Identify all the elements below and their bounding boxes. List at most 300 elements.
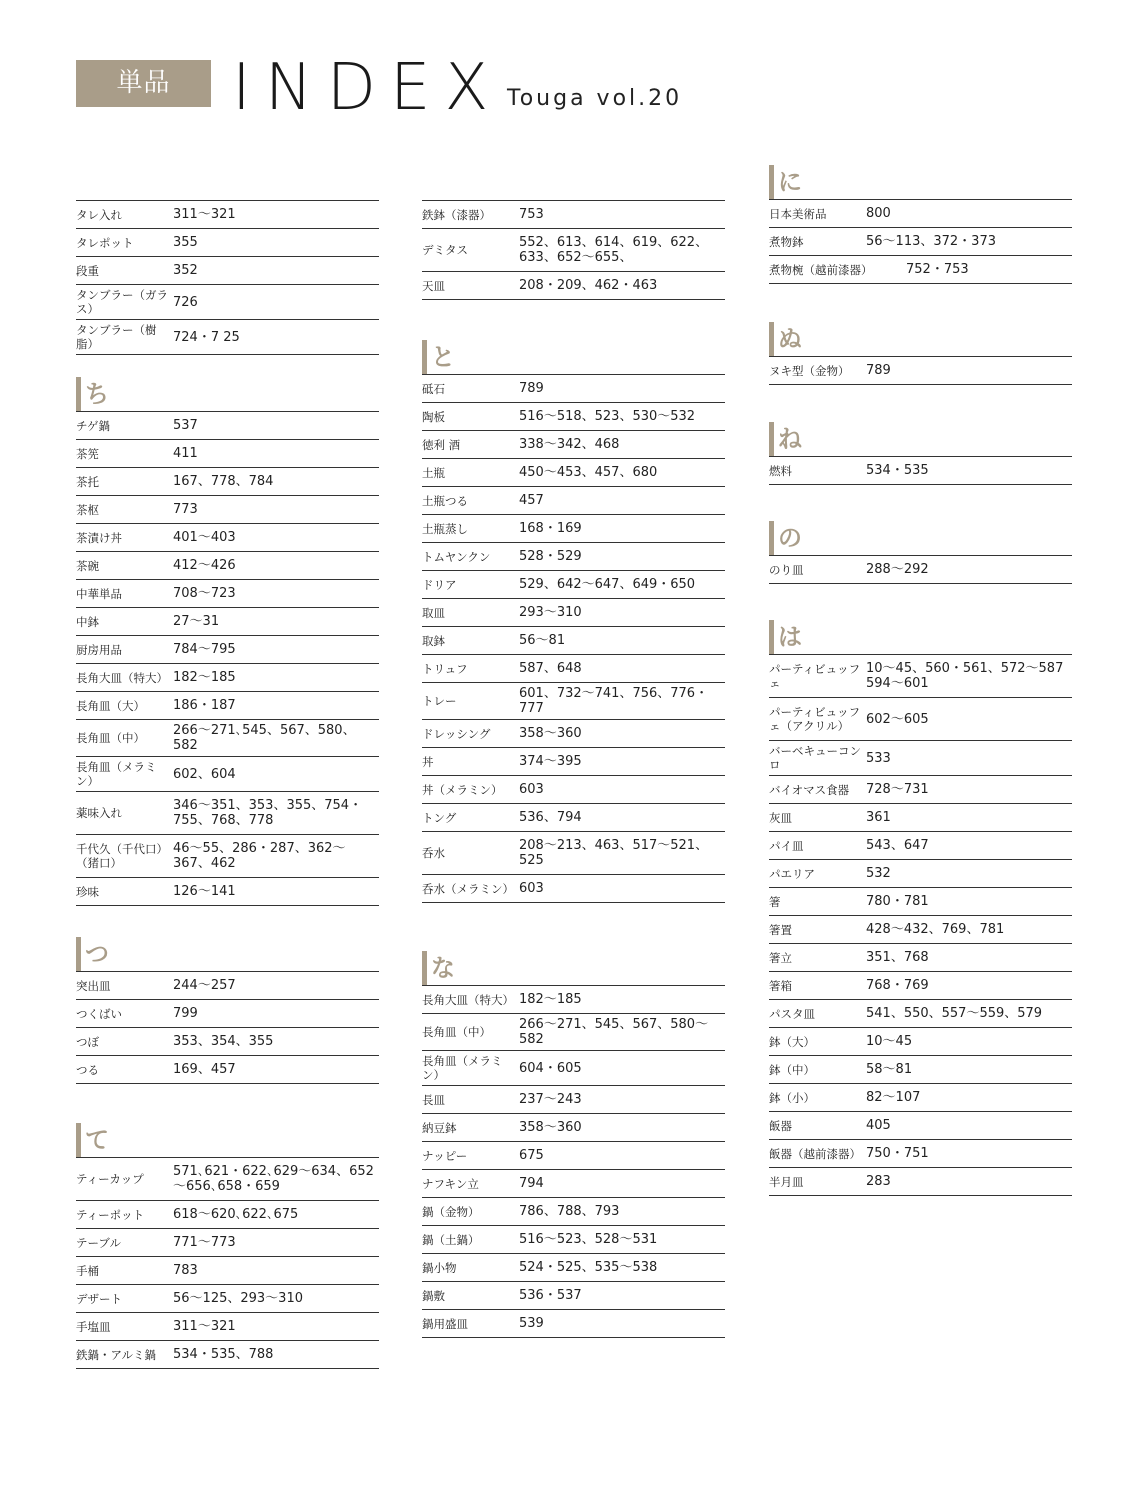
item-name: 長皿 [422,1092,445,1107]
kana-heading: の [769,521,1072,555]
kana-heading: な [422,951,725,985]
page-numbers: 752・753 [906,262,969,277]
page-numbers: 126～141 [173,884,236,899]
table-row [76,229,379,257]
table-row [422,720,725,748]
page-numbers: 266～271､545、567、580、582 [173,723,356,753]
page-numbers: 784～795 [173,642,236,657]
table-row [422,1226,725,1254]
item-name: パスタ皿 [769,1006,815,1021]
item-name: 箸箱 [769,978,792,993]
item-name: 半月皿 [769,1174,804,1189]
table-row [422,201,725,229]
table-row [769,357,1072,385]
page-numbers: 800 [866,206,891,221]
table-row [422,431,725,459]
table-row [422,683,725,720]
item-name: 煮物椀（越前漆器） [769,262,873,277]
item-name: パエリア [769,866,815,881]
item-name: パイ皿 [769,838,804,853]
page-numbers: 56～125、293～310 [173,1291,303,1306]
item-name: つぼ [76,1034,99,1049]
index-table [769,456,1072,485]
table-row [769,457,1072,485]
page-numbers: 27～31 [173,614,220,629]
item-name: ナッピー [422,1148,468,1163]
table-row [422,1086,725,1114]
page-numbers: 237～243 [519,1092,582,1107]
page-subtitle: Touga vol.20 [507,86,683,111]
item-name: 鍋用盛皿 [422,1316,468,1331]
table-row [76,1229,379,1257]
item-name: トレー [422,694,457,708]
item-name: 鉄鉢（漆器） [422,207,491,222]
table-row [769,655,1072,698]
table-row [76,320,379,355]
page-numbers: 56～113、372・373 [866,234,996,249]
table-row [769,1112,1072,1140]
page-numbers: 783 [173,1263,198,1278]
table-row [422,875,725,903]
page-numbers: 571､621・622､629～634、652～656､658・659 [173,1164,374,1194]
table-row [769,698,1072,741]
table-row [422,986,725,1014]
page-numbers: 534・535 [866,463,929,478]
item-name: 取皿 [422,605,445,620]
table-row [76,580,379,608]
table-row [76,878,379,906]
table-row [422,1114,725,1142]
table-row [76,692,379,720]
page-numbers: 786、788、793 [519,1204,620,1219]
item-name: 長角皿（メラミン） [76,760,157,788]
page-numbers: 602、604 [173,766,236,782]
item-name: 呑水（メラミン） [422,881,514,896]
page-numbers: 208～213、463、517～521、525 [519,838,709,868]
item-name: 鉄鍋・アルミ鍋 [76,1347,157,1362]
item-name: ティーカップ [76,1172,144,1186]
item-name: ティーポット [76,1207,145,1222]
table-row [76,757,379,792]
page-numbers: 311～321 [173,207,236,222]
table-row [422,1051,725,1086]
index-section [769,165,1072,284]
item-name: 鍋小物 [422,1260,457,1275]
page-numbers: 168・169 [519,521,582,536]
item-name: タンブラー（樹脂） [76,323,157,351]
page-numbers: 182～185 [173,670,236,685]
page-numbers: 601、732～741、756、776・777 [519,686,709,716]
item-name: チゲ鍋 [76,418,111,433]
page-numbers: 536・537 [519,1288,582,1303]
item-name: つる [76,1062,99,1077]
index-table [76,1157,379,1369]
page-numbers: 768・769 [866,978,929,993]
table-row [769,1056,1072,1084]
table-row [769,200,1072,228]
page-numbers: 338～342、468 [519,437,620,452]
table-row [76,1313,379,1341]
table-row [422,599,725,627]
item-name: 鉢（中） [769,1062,815,1077]
page-numbers: 10～45、560・561、572～587 594～601 [866,661,1064,691]
table-row [76,1257,379,1285]
table-row [76,1000,379,1028]
page-numbers: 266～271、545、567、580～582 [519,1017,709,1047]
table-row [76,201,379,229]
table-row [769,776,1072,804]
item-name: 土瓶蒸し [422,521,468,536]
table-row [769,1140,1072,1168]
item-name: 茶筅 [76,446,99,461]
table-row [422,403,725,431]
page-numbers: 10～45 [866,1034,913,1049]
table-row [76,412,379,440]
page-numbers: 411 [173,446,198,461]
item-name: ドレッシング [422,726,491,741]
page-numbers: 541、550、557～559、579 [866,1006,1043,1021]
page-numbers: 405 [866,1118,891,1133]
table-row [422,229,725,272]
item-name: 中華単品 [76,586,122,601]
kana-heading: ち [76,377,379,411]
table-row [76,1158,379,1201]
kana-heading: ぬ [769,322,1072,356]
item-name: バイオマス食器 [769,782,850,797]
item-name: 丼 [422,754,434,769]
page-numbers: 724・7 25 [173,329,240,345]
index-section [769,422,1072,485]
page-numbers: 401～403 [173,530,236,545]
page-numbers: 516～523、528～531 [519,1232,658,1247]
table-row [76,1056,379,1084]
kana-heading: て [76,1123,379,1157]
table-row [76,496,379,524]
page-numbers: 773 [173,502,198,517]
page-numbers: 708～723 [173,586,236,601]
page-numbers: 346～351、353、355、754・755、768、778 [173,798,363,828]
page-numbers: 529、642～647、649・650 [519,577,696,592]
page-numbers: 361 [866,810,891,825]
item-name: ヌキ型（金物） [769,363,850,378]
page-numbers: 450～453、457、680 [519,465,658,480]
table-row [422,272,725,300]
item-name: 長角皿（中） [422,1025,491,1039]
table-row [76,285,379,320]
table-row [769,860,1072,888]
page-numbers: 311～321 [173,1319,236,1334]
item-name: 厨房用品 [76,642,122,657]
item-name: 茶托 [76,474,99,489]
page-numbers: 602～605 [866,711,929,727]
table-row [422,1198,725,1226]
table-row [422,832,725,875]
item-name: 燃料 [769,463,792,478]
page-numbers: 726 [173,294,198,310]
table-row [769,804,1072,832]
page-numbers: 167、778、784 [173,474,274,489]
table-row [422,627,725,655]
item-name: 陶板 [422,409,445,424]
page-numbers: 799 [173,1006,198,1021]
page-numbers: 539 [519,1316,544,1331]
item-name: 手塩皿 [76,1319,111,1334]
page-numbers: 532 [866,866,891,881]
item-name: 中鉢 [76,614,99,629]
item-name: トリュフ [422,661,468,676]
item-name: テーブル [76,1235,121,1250]
page-numbers: 82～107 [866,1090,921,1105]
page-numbers: 780・781 [866,894,929,909]
item-name: パーティビュッフェ [769,662,861,690]
item-name: 長角大皿（特大） [76,670,168,685]
table-row [422,655,725,683]
table-row [422,1170,725,1198]
page-numbers: 358～360 [519,726,582,741]
index-section [76,200,379,355]
table-row [769,944,1072,972]
item-name: タンブラー（ガラス） [76,288,168,316]
table-row [422,459,725,487]
page-numbers: 604・605 [519,1060,582,1076]
index-table [76,971,379,1084]
page-numbers: 537 [173,418,198,433]
page-numbers: 543、647 [866,838,929,853]
page-numbers: 351、768 [866,950,929,965]
item-name: トムヤンクン [422,549,491,564]
item-name: 納豆鉢 [422,1120,457,1135]
page-numbers: 374～395 [519,754,582,769]
item-name: デザート [76,1291,122,1306]
table-row [422,1142,725,1170]
table-row [76,608,379,636]
item-name: 突出皿 [76,978,111,993]
page-numbers: 528・529 [519,549,582,564]
item-name: 土瓶つる [422,493,468,508]
page-numbers: 552、613、614、619、622、633、652～655、 [519,235,709,265]
item-name: 箸置 [769,922,792,937]
index-section [76,937,379,1084]
table-row [769,916,1072,944]
index-table [422,374,725,903]
index-section [76,1123,379,1369]
item-name: 取鉢 [422,633,445,648]
table-row [769,1028,1072,1056]
table-row [76,972,379,1000]
table-row [422,1282,725,1310]
page-numbers: 457 [519,493,544,508]
table-row [76,664,379,692]
table-row [422,543,725,571]
item-name: 珍味 [76,884,99,899]
item-name: 飯器 [769,1118,792,1133]
category-badge: 単品 [76,60,211,107]
item-name: 鉢（小） [769,1090,815,1105]
page-numbers: 283 [866,1174,891,1189]
item-name: 長角皿（大） [76,698,145,713]
index-table [422,200,725,300]
index-section [769,322,1072,385]
table-row [422,571,725,599]
table-row [769,832,1072,860]
table-row [422,1310,725,1338]
item-name: 茶枢 [76,502,99,517]
index-table [769,356,1072,385]
index-section [422,200,725,300]
page-numbers: 587、648 [519,661,582,676]
index-table [769,199,1072,284]
table-row [769,888,1072,916]
table-row [76,835,379,878]
item-name: 丼（メラミン） [422,782,503,797]
index-section [769,620,1072,1196]
page-title: INDEX [232,51,503,125]
table-row [422,1014,725,1051]
table-row [422,487,725,515]
page-numbers: 412～426 [173,558,236,573]
item-name: 長角皿（中） [76,731,145,745]
table-row [422,776,725,804]
table-row [76,440,379,468]
table-row [769,1000,1072,1028]
item-name: 薬味入れ [76,806,122,820]
table-row [769,256,1072,284]
item-name: タレポット [76,235,134,250]
item-name: 鍋（土鍋） [422,1232,480,1247]
table-row [422,515,725,543]
table-row [76,1341,379,1369]
table-row [76,468,379,496]
page-numbers: 794 [519,1176,544,1191]
kana-heading: に [769,165,1072,199]
table-row [769,556,1072,584]
table-row [76,636,379,664]
index-table [76,411,379,906]
item-name: 飯器（越前漆器） [769,1146,861,1161]
kana-heading: と [422,340,725,374]
index-table [769,555,1072,584]
page-numbers: 533 [866,750,891,766]
page-numbers: 186・187 [173,698,236,713]
page-numbers: 352 [173,263,198,278]
kana-heading: は [769,620,1072,654]
table-row [76,552,379,580]
item-name: 箸 [769,894,781,909]
page-numbers: 516～518、523、530～532 [519,409,696,424]
index-table [76,200,379,355]
item-name: ナフキン立 [422,1176,479,1191]
page-numbers: 753 [519,207,544,222]
item-name: 手桶 [76,1263,99,1278]
page-numbers: 244～257 [173,978,236,993]
index-section [422,951,725,1338]
item-name: 煮物鉢 [769,234,804,249]
page-numbers: 618～620､622､675 [173,1207,299,1222]
item-name: 日本美術品 [769,206,827,221]
page-numbers: 675 [519,1148,544,1163]
table-row [422,748,725,776]
page-numbers: 182～185 [519,992,582,1007]
item-name: 千代久（千代口）（猪口） [76,842,168,870]
item-name: 長角皿（メラミン） [422,1054,503,1082]
page-numbers: 728～731 [866,782,929,797]
item-name: 徳利 酒 [422,437,461,452]
kana-heading: つ [76,937,379,971]
item-name: 土瓶 [422,465,445,480]
table-row [422,375,725,403]
index-table [769,654,1072,1196]
item-name: 段重 [76,263,99,278]
item-name: デミタス [422,243,468,257]
page-numbers: 789 [866,363,891,378]
item-name: 鉢（大） [769,1034,815,1049]
table-row [76,524,379,552]
item-name: 呑水 [422,846,445,860]
page-numbers: 603 [519,881,544,896]
table-row [76,720,379,757]
page-numbers: 353、354、355 [173,1034,274,1049]
page-numbers: 524・525、535～538 [519,1260,658,1275]
page-numbers: 56～81 [519,633,566,648]
page-numbers: 603 [519,782,544,797]
table-row [422,804,725,832]
item-name: バーベキューコンロ [769,744,861,772]
page-numbers: 288～292 [866,562,929,577]
table-row [769,972,1072,1000]
item-name: 鍋敷 [422,1288,445,1303]
item-name: 長角大皿（特大） [422,992,514,1007]
table-row [76,1201,379,1229]
page-numbers: 293～310 [519,605,582,620]
table-row [769,1084,1072,1112]
page-numbers: 789 [519,381,544,396]
item-name: トング [422,810,457,825]
index-section [76,377,379,906]
page-numbers: 208・209、462・463 [519,278,658,293]
table-row [76,257,379,285]
page-numbers: 534・535、788 [173,1347,274,1362]
page-numbers: 750・751 [866,1146,929,1161]
item-name: ドリア [422,577,457,592]
item-name: パーティビュッフェ（アクリル） [769,705,861,733]
table-row [76,1028,379,1056]
table-row [76,1285,379,1313]
table-row [76,792,379,835]
item-name: 茶漬け丼 [76,530,122,545]
index-section [422,340,725,903]
page-numbers: 428～432、769、781 [866,922,1005,937]
item-name: 箸立 [769,950,792,965]
page-numbers: 169、457 [173,1062,236,1077]
item-name: 天皿 [422,278,445,293]
item-name: つくばい [76,1006,122,1021]
page-numbers: 358～360 [519,1120,582,1135]
page-numbers: 46～55、286・287、362～367、462 [173,841,346,871]
table-row [769,741,1072,776]
item-name: 茶碗 [76,558,99,573]
item-name: 灰皿 [769,810,792,825]
item-name: 砥石 [422,381,445,396]
table-row [422,1254,725,1282]
page-numbers: 536、794 [519,810,582,825]
page-numbers: 355 [173,235,198,250]
index-table [422,985,725,1338]
table-row [769,1168,1072,1196]
item-name: 鍋（金物） [422,1204,480,1219]
item-name: タレ入れ [76,207,122,222]
table-row [769,228,1072,256]
page-numbers: 58～81 [866,1062,913,1077]
